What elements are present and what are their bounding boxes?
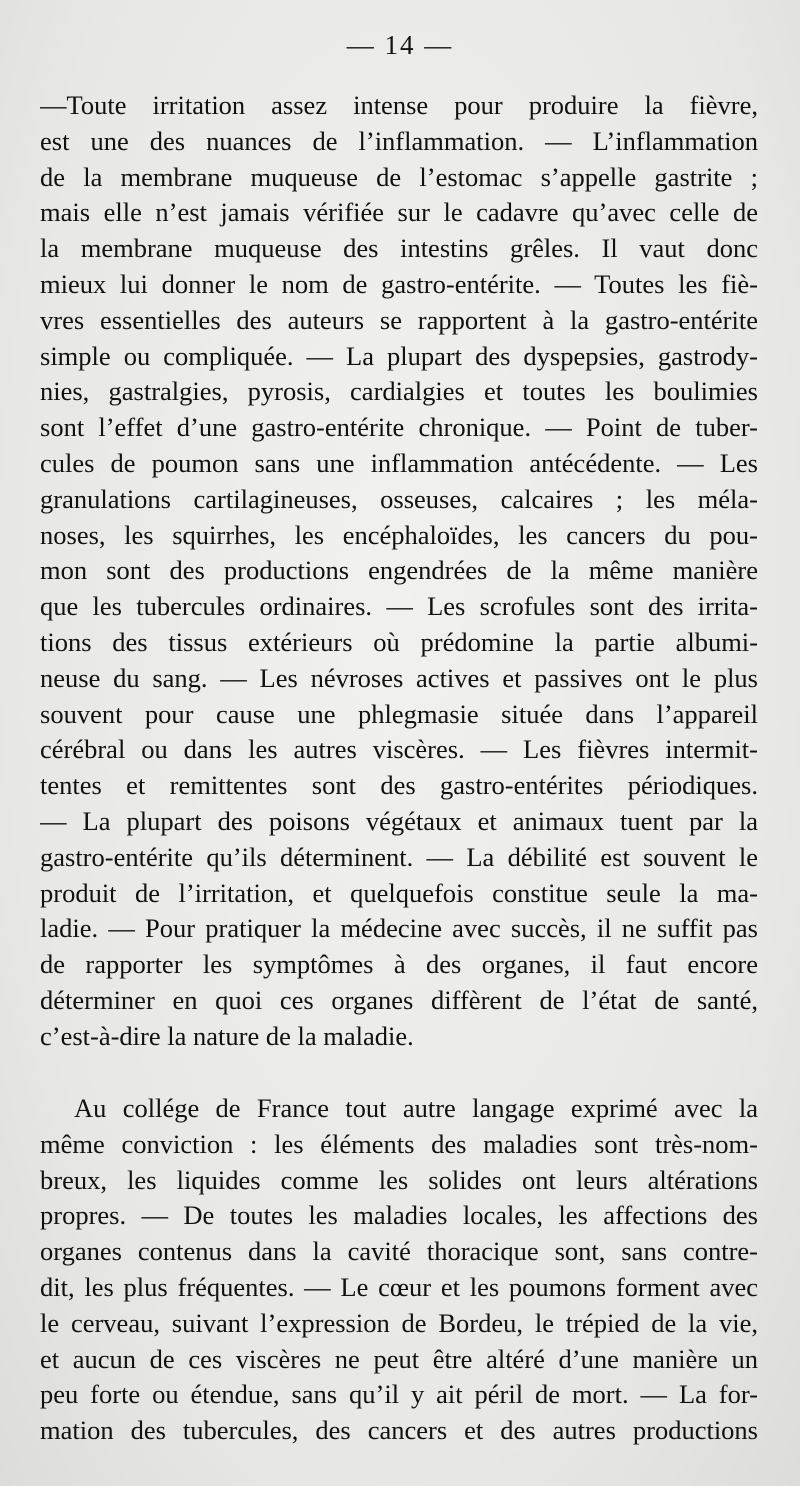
text-line: propres. — De toutes les maladies locales, les affections des bbox=[40, 1200, 758, 1231]
text-line: peu forte ou étendue, sans qu’il y ait péril de mort. — La for- bbox=[40, 1379, 758, 1410]
text-line: simple ou compliquée. — La plupart des dyspepsies, gastrody- bbox=[40, 340, 758, 371]
text-line: de rapporter les symptômes à des organes, il faut encore bbox=[40, 949, 758, 980]
text-line: déterminer en quoi ces organes diffèrent de l’état de santé, bbox=[40, 984, 758, 1015]
text-line: que les tubercules ordinaires. — Les scrofules sont des irrita- bbox=[40, 591, 758, 622]
text-line: tentes et remittentes sont des gastro-entérites périodiques. bbox=[40, 770, 758, 801]
paragraph-1 bbox=[40, 88, 758, 1055]
text-line: ladie. — Pour pratiquer la médecine avec succès, il ne suffit pas bbox=[40, 913, 758, 944]
text-line: dit, les plus fréquentes. — Le cœur et les poumons forment avec bbox=[40, 1271, 758, 1302]
text-line: le cerveau, suivant l’expression de Bordeu, le trépied de la vie, bbox=[40, 1307, 758, 1338]
text-line: mieux lui donner le nom de gastro-entérite. — Toutes les fiè- bbox=[40, 268, 758, 299]
text-line: gastro-entérite qu’ils déterminent. — La débilité est souvent le bbox=[40, 841, 758, 872]
text-line: produit de l’irritation, et quelquefois constitue seule la ma- bbox=[40, 877, 758, 908]
text-line: cérébral ou dans les autres viscères. — Les fièvres intermit- bbox=[40, 734, 758, 765]
text-line: Au collége de France tout autre langage exprimé avec la bbox=[74, 1093, 758, 1123]
page-number: — 14 — bbox=[346, 30, 454, 60]
text-line: vres essentielles des auteurs se rapportent à la gastro-entérite bbox=[40, 304, 758, 335]
text-line: sont l’effet d’une gastro-entérite chronique. — Point de tuber- bbox=[40, 412, 758, 443]
text-line: neuse du sang. — Les névroses actives et passives ont le plus bbox=[40, 662, 758, 693]
text-line: souvent pour cause une phlegmasie située dans l’appareil bbox=[40, 698, 758, 729]
text-line: mation des tubercules, des cancers et des autres productions bbox=[40, 1415, 758, 1446]
text-line: — La plupart des poisons végétaux et animaux tuent par la bbox=[40, 805, 758, 836]
text-line: même conviction : les éléments des maladies sont très-nom- bbox=[40, 1128, 758, 1159]
paragraph-2 bbox=[40, 1091, 758, 1449]
text-line: est une des nuances de l’inflammation. — L’inflammation bbox=[40, 125, 758, 156]
text-line: —Toute irritation assez intense pour produire la fièvre, bbox=[40, 90, 758, 120]
text-line: mais elle n’est jamais vérifiée sur le cadavre qu’avec celle de bbox=[40, 197, 758, 228]
text-line: organes contenus dans la cavité thoracique sont, sans contre- bbox=[40, 1236, 758, 1267]
text-line: mon sont des productions engendrées de la même manière bbox=[40, 555, 758, 586]
text-line: tions des tissus extérieurs où prédomine la partie albumi- bbox=[40, 626, 758, 657]
text-line: breux, les liquides comme les solides ont leurs altérations bbox=[40, 1164, 758, 1195]
text-line: la membrane muqueuse des intestins grêles. Il vaut donc bbox=[40, 233, 758, 264]
text-line: noses, les squirrhes, les encéphaloïdes, les cancers du pou- bbox=[40, 519, 758, 550]
text-line: de la membrane muqueuse de l’estomac s’appelle gastrite ; bbox=[40, 161, 758, 192]
text-line: c’est-à-dire la nature de la maladie. bbox=[40, 1020, 414, 1051]
text-line: nies, gastralgies, pyrosis, cardialgies et toutes les boulimies bbox=[40, 376, 758, 407]
text-line: cules de poumon sans une inflammation antécédente. — Les bbox=[40, 447, 758, 478]
text-line: et aucun de ces viscères ne peut être altéré d’une manière un bbox=[40, 1343, 758, 1374]
text-line: granulations cartilagineuses, osseuses, calcaires ; les méla- bbox=[40, 483, 758, 514]
